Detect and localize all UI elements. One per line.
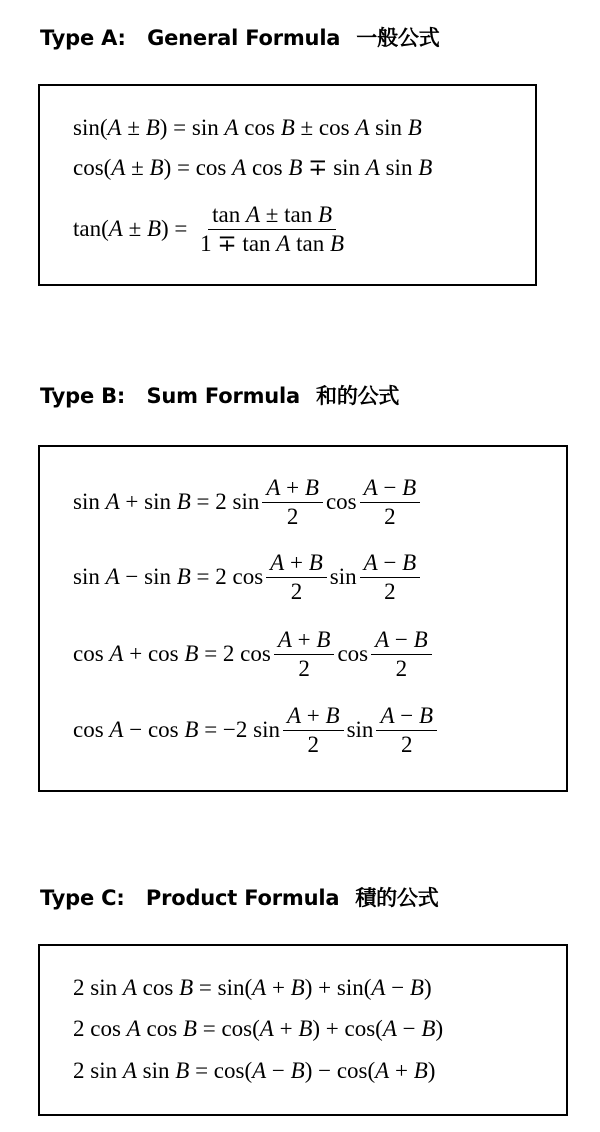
fraction-numerator xyxy=(360,550,421,577)
math-text: cos A + cos B = 2 cos xyxy=(73,641,271,666)
fraction xyxy=(262,475,323,529)
section-b-name: Sum Formula xyxy=(146,384,301,408)
math-text: sin A + sin B = 2 sin xyxy=(73,489,260,514)
math-text: cos(A ± B) = cos A cos B ∓ sin A sin B xyxy=(73,155,433,180)
section-c-name: Product Formula xyxy=(145,886,340,910)
section-c-label: Type C: xyxy=(40,886,125,910)
math-text: A + B xyxy=(270,550,323,576)
fraction-denominator xyxy=(196,230,348,256)
math-text: 2 cos A cos B = cos(A + B) + cos(A − B) xyxy=(73,1016,444,1041)
math-text: A − B xyxy=(380,703,434,729)
section-b-box xyxy=(38,445,568,792)
formula-sum-2 xyxy=(73,542,423,612)
fraction-numerator xyxy=(266,550,327,577)
fraction-denominator xyxy=(287,578,307,604)
math-text: sin xyxy=(346,717,374,742)
math-text: 2 xyxy=(298,655,310,681)
math-text: A − B xyxy=(363,475,417,501)
math-text: sin A − sin B = 2 cos xyxy=(73,564,264,589)
fraction-numerator xyxy=(262,475,323,502)
formula-product-1 xyxy=(73,968,432,1008)
fraction-denominator xyxy=(304,731,324,757)
math-text: A − B xyxy=(375,627,428,653)
math-text: 1 ∓ tan A tan B xyxy=(200,230,345,256)
fraction xyxy=(360,475,421,529)
fraction-denominator xyxy=(397,731,417,757)
fraction xyxy=(274,627,335,681)
math-text: 2 xyxy=(384,503,396,529)
fraction xyxy=(283,703,344,757)
math-text: A + B xyxy=(266,475,319,501)
fraction-numerator xyxy=(274,627,335,654)
formula-cos-sum xyxy=(73,148,432,188)
formula-sum-1 xyxy=(73,467,423,537)
math-text: 2 xyxy=(384,578,396,604)
math-text: A + B xyxy=(277,627,331,653)
fraction-denominator xyxy=(392,655,412,681)
section-a-label: Type A: xyxy=(40,26,126,50)
formula-product-3 xyxy=(73,1051,435,1091)
fraction xyxy=(376,703,437,757)
formula-product-2 xyxy=(73,1009,443,1049)
fraction-numerator xyxy=(283,703,344,730)
fraction xyxy=(360,550,421,604)
formula-tan-sum xyxy=(73,194,351,264)
math-text: 2 xyxy=(290,578,303,604)
fraction-numerator xyxy=(376,703,437,730)
fraction-denominator xyxy=(380,503,400,529)
section-c-heading xyxy=(40,882,439,912)
math-text: 2 xyxy=(307,731,320,757)
formula-sum-4 xyxy=(73,695,440,765)
math-text: sin xyxy=(329,564,357,589)
fraction-denominator xyxy=(283,503,303,529)
fraction-denominator xyxy=(380,578,400,604)
fraction-numerator xyxy=(371,627,432,654)
fraction-numerator xyxy=(360,475,421,502)
math-text: tan A ± tan B xyxy=(212,202,333,228)
math-text: 2 sin A cos B = sin(A + B) + sin(A − B) xyxy=(73,975,432,1000)
math-text: 2 sin A sin B = cos(A − B) − cos(A + B) xyxy=(73,1058,436,1083)
fraction-denominator xyxy=(294,655,314,681)
section-b-heading xyxy=(40,380,399,410)
math-text: 2 xyxy=(286,503,299,529)
fraction xyxy=(266,550,327,604)
math-text: cos xyxy=(325,489,357,514)
math-text: tan(A ± B) = xyxy=(73,216,194,241)
section-a-box xyxy=(38,84,537,286)
section-b-label: Type B: xyxy=(40,384,126,408)
formula-sum-3 xyxy=(73,619,435,689)
fraction-numerator xyxy=(208,202,336,229)
math-text: cos xyxy=(337,641,369,666)
math-text: A + B xyxy=(286,703,340,729)
section-c-box xyxy=(38,944,568,1116)
section-c-chinese: 積的公式 xyxy=(355,886,439,910)
fraction xyxy=(196,202,348,256)
section-a-name: General Formula xyxy=(147,26,341,50)
section-a-chinese: 一般公式 xyxy=(356,26,440,50)
fraction xyxy=(371,627,432,681)
math-text: A − B xyxy=(363,550,417,576)
math-text: 2 xyxy=(395,655,408,681)
section-a-heading xyxy=(40,22,440,52)
math-text: cos A − cos B = −2 sin xyxy=(73,717,280,742)
section-b-chinese: 和的公式 xyxy=(316,384,400,408)
math-text: sin(A ± B) = sin A cos B ± cos A sin B xyxy=(73,115,422,140)
formula-sin-sum xyxy=(73,108,422,148)
math-text: 2 xyxy=(400,731,413,757)
